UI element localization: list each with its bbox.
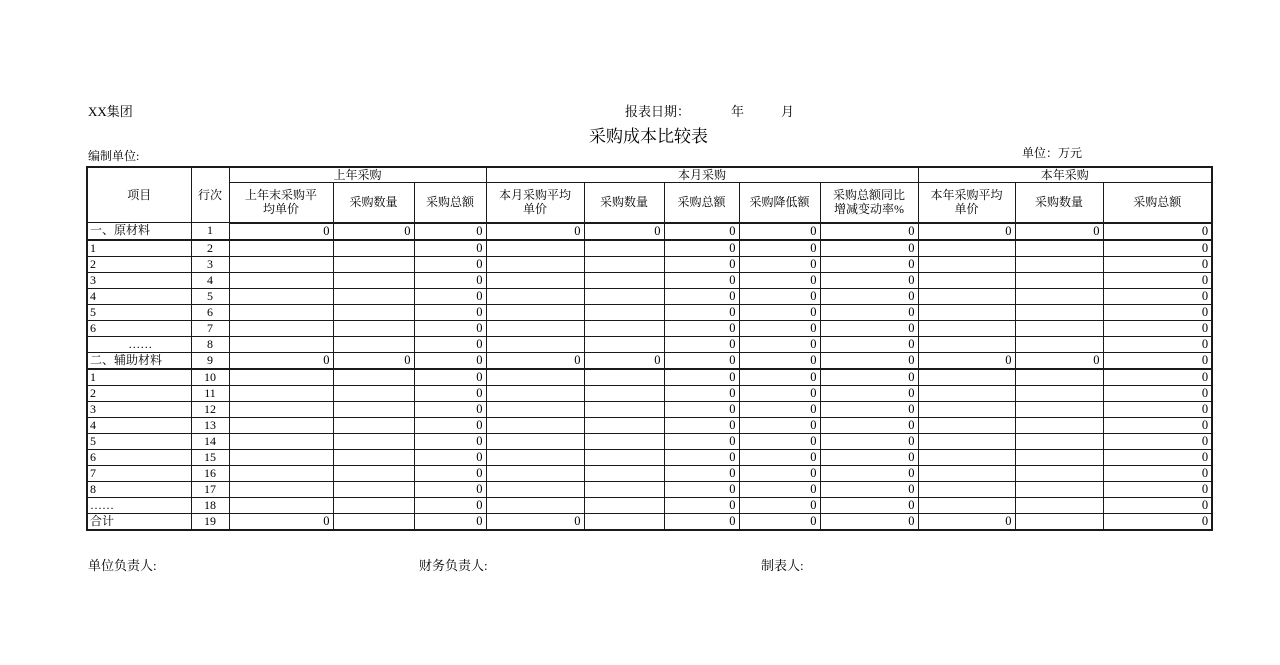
value-cell: 0: [739, 401, 820, 417]
value-cell: 0: [1103, 352, 1212, 369]
value-cell: [486, 304, 584, 320]
value-cell: [229, 401, 333, 417]
column-header: 采购总额: [414, 183, 486, 223]
value-cell: 0: [820, 369, 918, 386]
value-cell: 0: [333, 352, 414, 369]
value-cell: 0: [664, 240, 739, 257]
value-cell: 0: [820, 304, 918, 320]
value-cell: [229, 369, 333, 386]
value-cell: [486, 336, 584, 352]
procurement-cost-table: [86, 166, 1213, 531]
value-cell: 0: [739, 417, 820, 433]
value-cell: [333, 417, 414, 433]
table-row: [87, 401, 1212, 417]
value-cell: [333, 369, 414, 386]
value-cell: [333, 385, 414, 401]
value-cell: 0: [1103, 320, 1212, 336]
value-cell: 0: [1103, 465, 1212, 481]
table-row: [87, 433, 1212, 449]
value-cell: [1015, 481, 1103, 497]
value-cell: 0: [414, 223, 486, 240]
value-cell: 0: [664, 449, 739, 465]
value-cell: 0: [739, 449, 820, 465]
line-number: 13: [191, 417, 229, 433]
item-label: 2: [87, 385, 191, 401]
item-label: 1: [87, 240, 191, 257]
value-cell: 0: [664, 304, 739, 320]
item-label: ……: [87, 497, 191, 513]
value-cell: [918, 240, 1015, 257]
value-cell: 0: [414, 465, 486, 481]
value-cell: 0: [664, 497, 739, 513]
value-cell: 0: [1103, 449, 1212, 465]
value-cell: [918, 433, 1015, 449]
value-cell: 0: [486, 352, 584, 369]
item-label: 5: [87, 433, 191, 449]
value-cell: [486, 465, 584, 481]
value-cell: [918, 288, 1015, 304]
table-row: [87, 417, 1212, 433]
value-cell: [333, 272, 414, 288]
value-cell: 0: [820, 320, 918, 336]
value-cell: 0: [820, 288, 918, 304]
table-row: [87, 481, 1212, 497]
value-cell: 0: [820, 497, 918, 513]
value-cell: [918, 401, 1015, 417]
value-cell: 0: [1103, 497, 1212, 513]
value-cell: [584, 320, 664, 336]
value-cell: [486, 369, 584, 386]
value-cell: [486, 240, 584, 257]
value-cell: 0: [739, 288, 820, 304]
value-cell: 0: [486, 223, 584, 240]
value-cell: [229, 497, 333, 513]
table-row: [87, 336, 1212, 352]
value-cell: 0: [1103, 433, 1212, 449]
value-cell: 0: [229, 223, 333, 240]
value-cell: [486, 433, 584, 449]
finance-head-label: 财务负责人:: [419, 558, 488, 573]
table-row: [87, 497, 1212, 513]
value-cell: 0: [664, 320, 739, 336]
value-cell: [333, 256, 414, 272]
value-cell: 0: [820, 352, 918, 369]
value-cell: [333, 513, 414, 530]
value-cell: 0: [584, 352, 664, 369]
value-cell: 0: [664, 288, 739, 304]
value-cell: 0: [414, 240, 486, 257]
value-cell: [486, 320, 584, 336]
value-cell: [584, 401, 664, 417]
value-cell: [1015, 240, 1103, 257]
value-cell: 0: [739, 465, 820, 481]
value-cell: 0: [1103, 369, 1212, 386]
value-cell: 0: [820, 336, 918, 352]
value-cell: 0: [229, 513, 333, 530]
value-cell: [229, 449, 333, 465]
value-cell: [229, 433, 333, 449]
value-cell: [486, 417, 584, 433]
value-cell: [1015, 385, 1103, 401]
value-cell: [918, 465, 1015, 481]
value-cell: [486, 385, 584, 401]
value-cell: 0: [414, 336, 486, 352]
value-cell: 0: [820, 401, 918, 417]
value-cell: 0: [664, 417, 739, 433]
value-cell: 0: [414, 385, 486, 401]
report-date-label: 报表日期：: [625, 104, 691, 119]
column-header: 采购总额同比增减变动率%: [820, 183, 918, 223]
line-number: 3: [191, 256, 229, 272]
value-cell: 0: [739, 369, 820, 386]
value-cell: 0: [229, 352, 333, 369]
value-cell: [1015, 336, 1103, 352]
value-cell: [918, 417, 1015, 433]
value-cell: [486, 272, 584, 288]
value-cell: [229, 465, 333, 481]
value-cell: [1015, 272, 1103, 288]
value-cell: [918, 256, 1015, 272]
value-cell: 0: [820, 240, 918, 257]
preparer-label: 制表人:: [761, 558, 804, 573]
item-label: 一、原材料: [87, 223, 191, 240]
value-cell: 0: [820, 449, 918, 465]
value-cell: 0: [414, 369, 486, 386]
page-title: 采购成本比较表: [589, 127, 708, 146]
value-cell: 0: [739, 352, 820, 369]
line-number: 12: [191, 401, 229, 417]
line-number: 19: [191, 513, 229, 530]
value-cell: 0: [414, 497, 486, 513]
value-cell: [584, 272, 664, 288]
group-header-this-month: 本月采购: [486, 167, 918, 183]
line-number: 15: [191, 449, 229, 465]
value-cell: 0: [820, 272, 918, 288]
value-cell: [918, 497, 1015, 513]
value-cell: 0: [414, 417, 486, 433]
table-row: [87, 385, 1212, 401]
value-cell: [1015, 465, 1103, 481]
item-label: 2: [87, 256, 191, 272]
item-label: 4: [87, 417, 191, 433]
item-label: 5: [87, 304, 191, 320]
group-header-this-year: 本年采购: [918, 167, 1212, 183]
value-cell: [918, 336, 1015, 352]
value-cell: [584, 449, 664, 465]
line-number: 18: [191, 497, 229, 513]
value-cell: [333, 465, 414, 481]
column-header: 上年末采购平均单价: [229, 183, 333, 223]
value-cell: 0: [820, 481, 918, 497]
value-cell: [229, 288, 333, 304]
value-cell: 0: [820, 385, 918, 401]
value-cell: 0: [1103, 385, 1212, 401]
group-header-last-year: 上年采购: [229, 167, 486, 183]
value-cell: [1015, 304, 1103, 320]
column-header: 采购数量: [333, 183, 414, 223]
column-header: 采购数量: [1015, 183, 1103, 223]
value-cell: [486, 401, 584, 417]
value-cell: 0: [1015, 223, 1103, 240]
line-number: 8: [191, 336, 229, 352]
line-number: 16: [191, 465, 229, 481]
column-header-item: 项目: [87, 167, 191, 223]
value-cell: [333, 433, 414, 449]
value-cell: [584, 497, 664, 513]
table-row: [87, 240, 1212, 257]
value-cell: [584, 513, 664, 530]
value-cell: 0: [664, 256, 739, 272]
value-cell: 0: [1103, 513, 1212, 530]
item-label: 6: [87, 320, 191, 336]
table-row: [87, 256, 1212, 272]
value-cell: 0: [414, 288, 486, 304]
value-cell: [1015, 256, 1103, 272]
value-cell: [333, 240, 414, 257]
value-cell: 0: [739, 223, 820, 240]
line-number: 2: [191, 240, 229, 257]
item-label: 8: [87, 481, 191, 497]
value-cell: 0: [739, 481, 820, 497]
value-cell: [229, 385, 333, 401]
value-cell: 0: [333, 223, 414, 240]
value-cell: [229, 481, 333, 497]
value-cell: 0: [1103, 481, 1212, 497]
value-cell: [584, 256, 664, 272]
value-cell: [584, 288, 664, 304]
value-cell: 0: [739, 272, 820, 288]
value-cell: [1015, 320, 1103, 336]
column-header: 采购总额: [664, 183, 739, 223]
value-cell: [229, 272, 333, 288]
value-cell: [333, 481, 414, 497]
value-cell: 0: [1103, 417, 1212, 433]
item-label: 合计: [87, 513, 191, 530]
value-cell: 0: [739, 385, 820, 401]
value-cell: 0: [739, 513, 820, 530]
value-cell: 0: [918, 513, 1015, 530]
value-cell: 0: [664, 433, 739, 449]
value-cell: [918, 272, 1015, 288]
value-cell: 0: [414, 433, 486, 449]
column-header: 本年采购平均单价: [918, 183, 1015, 223]
report-date-month-label: 月: [781, 104, 795, 119]
table-row: [87, 272, 1212, 288]
value-cell: [333, 304, 414, 320]
value-cell: [584, 369, 664, 386]
report-date-year-label: 年: [731, 104, 745, 119]
value-cell: 0: [739, 433, 820, 449]
item-label: 7: [87, 465, 191, 481]
company-name: XX集团: [88, 104, 133, 119]
value-cell: [918, 481, 1015, 497]
value-cell: [229, 336, 333, 352]
line-number: 5: [191, 288, 229, 304]
value-cell: 0: [414, 401, 486, 417]
table-row: [87, 369, 1212, 386]
value-cell: [333, 449, 414, 465]
value-cell: [918, 369, 1015, 386]
value-cell: [1015, 369, 1103, 386]
unit-of-measure-label: 单位：万元: [1022, 146, 1083, 160]
value-cell: 0: [664, 385, 739, 401]
value-cell: [486, 288, 584, 304]
value-cell: 0: [664, 481, 739, 497]
value-cell: [333, 401, 414, 417]
value-cell: 0: [414, 513, 486, 530]
value-cell: 0: [584, 223, 664, 240]
report-date-line: [625, 103, 794, 120]
column-header: 采购降低额: [739, 183, 820, 223]
prepared-by-label: 编制单位:: [88, 149, 140, 163]
value-cell: [1015, 497, 1103, 513]
value-cell: [584, 240, 664, 257]
value-cell: 0: [739, 497, 820, 513]
item-label: 1: [87, 369, 191, 386]
table-row: [87, 352, 1212, 369]
value-cell: 0: [739, 256, 820, 272]
item-label: 6: [87, 449, 191, 465]
value-cell: [229, 320, 333, 336]
table-body: [87, 223, 1212, 530]
value-cell: [486, 497, 584, 513]
value-cell: [333, 288, 414, 304]
item-label: 3: [87, 401, 191, 417]
value-cell: [1015, 417, 1103, 433]
value-cell: [584, 385, 664, 401]
table-row: [87, 288, 1212, 304]
value-cell: [1015, 433, 1103, 449]
value-cell: 0: [664, 272, 739, 288]
value-cell: [584, 465, 664, 481]
value-cell: [333, 497, 414, 513]
line-number: 11: [191, 385, 229, 401]
value-cell: 0: [1103, 288, 1212, 304]
value-cell: 0: [739, 320, 820, 336]
value-cell: 0: [414, 256, 486, 272]
table-row: [87, 465, 1212, 481]
value-cell: [229, 240, 333, 257]
value-cell: [584, 336, 664, 352]
value-cell: 0: [664, 352, 739, 369]
value-cell: 0: [739, 336, 820, 352]
value-cell: [333, 336, 414, 352]
value-cell: [584, 304, 664, 320]
table-row: [87, 513, 1212, 530]
value-cell: 0: [1103, 223, 1212, 240]
value-cell: 0: [664, 465, 739, 481]
item-label: 3: [87, 272, 191, 288]
value-cell: 0: [664, 336, 739, 352]
column-header: 采购总额: [1103, 183, 1212, 223]
column-header-line-no: 行次: [191, 167, 229, 223]
value-cell: [1015, 401, 1103, 417]
value-cell: [333, 320, 414, 336]
value-cell: [486, 481, 584, 497]
value-cell: 0: [739, 240, 820, 257]
value-cell: 0: [1103, 304, 1212, 320]
value-cell: 0: [414, 481, 486, 497]
value-cell: 0: [486, 513, 584, 530]
value-cell: [1015, 449, 1103, 465]
value-cell: [918, 385, 1015, 401]
value-cell: 0: [664, 223, 739, 240]
line-number: 7: [191, 320, 229, 336]
value-cell: [486, 449, 584, 465]
item-label: ……: [87, 336, 191, 352]
value-cell: 0: [414, 304, 486, 320]
value-cell: 0: [739, 304, 820, 320]
value-cell: [918, 449, 1015, 465]
line-number: 9: [191, 352, 229, 369]
value-cell: 0: [820, 223, 918, 240]
value-cell: [1015, 513, 1103, 530]
value-cell: 0: [664, 369, 739, 386]
value-cell: 0: [1103, 336, 1212, 352]
value-cell: [1015, 288, 1103, 304]
value-cell: 0: [414, 272, 486, 288]
line-number: 1: [191, 223, 229, 240]
line-number: 4: [191, 272, 229, 288]
value-cell: 0: [414, 352, 486, 369]
value-cell: [918, 320, 1015, 336]
value-cell: 0: [414, 449, 486, 465]
table-row: [87, 449, 1212, 465]
value-cell: 0: [1103, 272, 1212, 288]
value-cell: [486, 256, 584, 272]
item-label: 4: [87, 288, 191, 304]
line-number: 6: [191, 304, 229, 320]
value-cell: [229, 304, 333, 320]
column-header: 本月采购平均单价: [486, 183, 584, 223]
value-cell: 0: [820, 465, 918, 481]
value-cell: 0: [664, 513, 739, 530]
table-row: [87, 304, 1212, 320]
line-number: 10: [191, 369, 229, 386]
table-row: [87, 223, 1212, 240]
value-cell: 0: [1103, 256, 1212, 272]
value-cell: [918, 304, 1015, 320]
value-cell: 0: [918, 223, 1015, 240]
value-cell: [584, 481, 664, 497]
column-header: 采购数量: [584, 183, 664, 223]
value-cell: 0: [1103, 401, 1212, 417]
line-number: 17: [191, 481, 229, 497]
value-cell: [584, 433, 664, 449]
value-cell: 0: [1015, 352, 1103, 369]
value-cell: 0: [918, 352, 1015, 369]
value-cell: 0: [820, 256, 918, 272]
line-number: 14: [191, 433, 229, 449]
value-cell: 0: [664, 401, 739, 417]
table-row: [87, 320, 1212, 336]
value-cell: [229, 256, 333, 272]
value-cell: 0: [820, 513, 918, 530]
value-cell: 0: [1103, 240, 1212, 257]
value-cell: 0: [820, 417, 918, 433]
value-cell: 0: [414, 320, 486, 336]
unit-head-label: 单位负责人:: [88, 558, 157, 573]
value-cell: 0: [820, 433, 918, 449]
item-label: 二、辅助材料: [87, 352, 191, 369]
value-cell: [584, 417, 664, 433]
value-cell: [229, 417, 333, 433]
